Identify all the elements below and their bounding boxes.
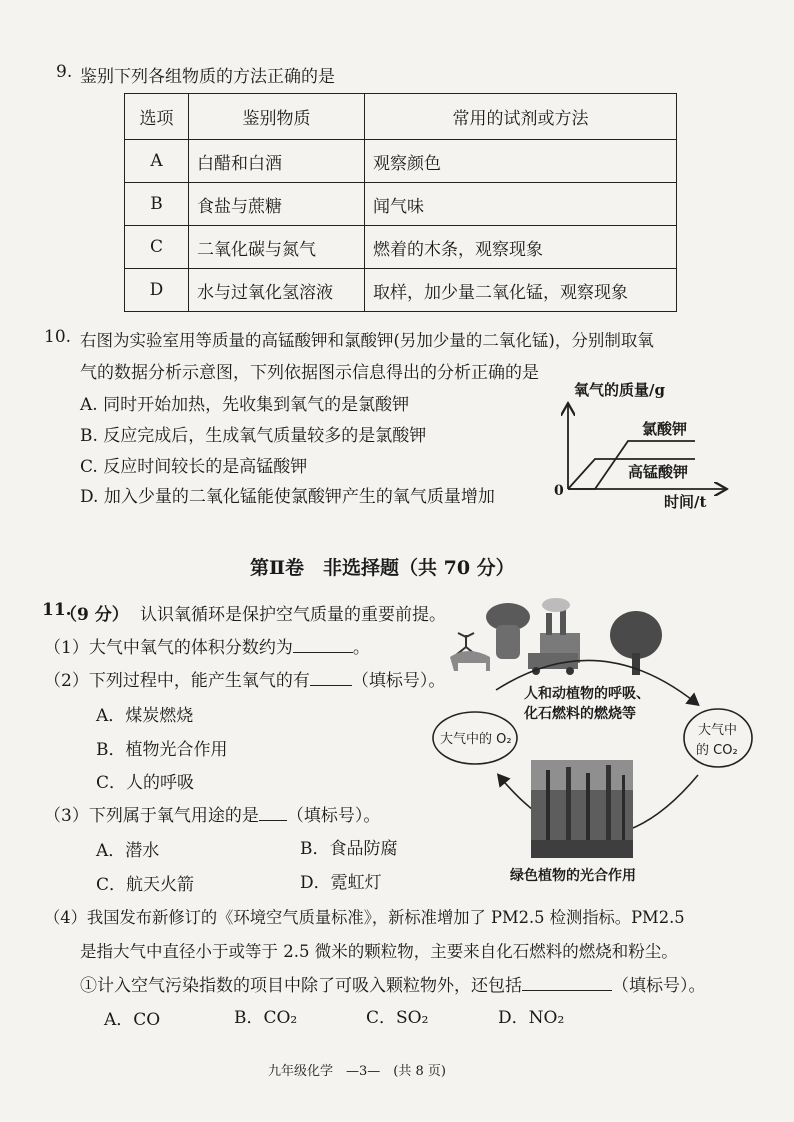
table-cell: 取样，加少量二氧化锰，观察现象	[365, 269, 677, 312]
q11-part3-blank[interactable]	[259, 807, 287, 821]
q11-part4-option-c: C．SO₂	[366, 1008, 429, 1028]
table-cell: D	[125, 269, 189, 312]
q11-part4-sub1-end: （填标号）。	[612, 976, 706, 996]
cycle-node-o2-label: 大气中的 O₂	[440, 732, 512, 747]
oxygen-cycle-diagram	[428, 595, 764, 890]
table-cell: 闻气味	[365, 183, 677, 226]
q11-part1-text: （1）大气中氧气的体积分数约为	[44, 638, 293, 658]
q11-part4-option-a: A．CO	[104, 1010, 161, 1030]
cycle-top-label-line1: 人和动植物的呼吸、	[524, 686, 650, 702]
q11-part4-line1: （4）我国发布新修订的《环境空气质量标准》，新标准增加了 PM2.5 检测指标。PM2.5	[44, 908, 685, 927]
q11-part1-end: 。	[352, 638, 370, 658]
cycle-top-label-line2: 化石燃料的燃烧等	[524, 706, 636, 722]
cycle-caption: 绿色植物的光合作用	[510, 868, 636, 884]
table-cell: 水与过氧化氢溶液	[189, 269, 365, 312]
cycle-node-co2-label-line1: 大气中	[698, 723, 738, 738]
q10-number: 10.	[44, 327, 72, 347]
oxygen-mass-graph	[550, 375, 750, 510]
graph-origin-label: 0	[554, 483, 564, 499]
q11-part4-line2: 是指大气中直径小于或等于 2.5 微米的颗粒物，主要来自化石燃料的燃烧和粉尘。	[80, 942, 678, 961]
q10-stem-line1: 右图为实验室用等质量的高锰酸钾和氯酸钾(另加少量的二氧化锰)，分别制取氧	[80, 331, 654, 350]
table-cell: B	[125, 183, 189, 226]
table-cell: 白醋和白酒	[189, 140, 365, 183]
table-header-substance: 鉴别物质	[189, 94, 365, 140]
q10-option-b: B. 反应完成后，生成氧气质量较多的是氯酸钾	[80, 426, 427, 446]
q11-part4-sub1	[80, 971, 706, 996]
q11-part3-option-a: A．潜水	[96, 841, 160, 861]
table-header-row	[125, 94, 677, 140]
q9-number: 9.	[56, 62, 73, 82]
q11-part2-option-c: C．人的呼吸	[96, 773, 195, 793]
q11-part4-option-b: B．CO₂	[234, 1008, 298, 1028]
table-header-option: 选项	[125, 94, 189, 140]
q9-stem: 鉴别下列各组物质的方法正确的是	[80, 67, 335, 87]
page-footer: 九年级化学 —3— (共 8 页)	[268, 1064, 446, 1079]
q11-part2-text: （2）下列过程中，能产生氧气的有	[44, 671, 310, 691]
q11-part4-option-d: D．NO₂	[498, 1008, 565, 1028]
q10-option-a: A. 同时开始加热，先收集到氧气的是氯酸钾	[80, 395, 410, 415]
q11-part3-option-c: C．航天火箭	[96, 875, 195, 895]
q10-option-c: C. 反应时间较长的是高锰酸钾	[80, 457, 308, 477]
q11-part1-blank[interactable]	[293, 639, 353, 653]
q11-part2	[44, 666, 445, 691]
q11-part2-option-a: A．煤炭燃烧	[96, 706, 194, 726]
table-cell: 二氧化碳与氮气	[189, 226, 365, 269]
q10-option-d: D. 加入少量的二氧化锰能使氯酸钾产生的氧气质量增加	[80, 487, 495, 507]
table-row	[125, 183, 677, 226]
q11-part3-option-d: D．霓虹灯	[300, 873, 382, 893]
q11-part2-end: （填标号）。	[351, 671, 446, 691]
q11-stem: 认识氧循环是保护空气质量的重要前提。	[140, 605, 446, 625]
q11-part4-sub1-blank[interactable]	[522, 977, 612, 991]
table-cell: 食盐与蔗糖	[189, 183, 365, 226]
q11-number: 11.	[42, 600, 72, 620]
graph-y-label: 氧气的质量/g	[574, 381, 665, 399]
table-row	[125, 140, 677, 183]
table-cell: A	[125, 140, 189, 183]
table-cell: C	[125, 226, 189, 269]
q11-part2-option-b: B．植物光合作用	[96, 740, 228, 760]
q11-points: （9 分）	[60, 605, 129, 625]
q11-part3-end: （填标号）。	[286, 806, 381, 826]
q11-part1	[44, 633, 370, 658]
table-cell: 观察颜色	[365, 140, 677, 183]
q11-part3	[44, 801, 380, 826]
node-atmospheric-co2	[684, 709, 752, 767]
cycle-node-co2-label-line2: 的 CO₂	[696, 743, 738, 758]
q11-part2-blank[interactable]	[310, 672, 352, 686]
table-cell: 燃着的木条，观察现象	[365, 226, 677, 269]
series-label-potassium-chlorate: 氯酸钾	[642, 420, 688, 438]
table-row	[125, 226, 677, 269]
q11-part3-option-b: B．食品防腐	[300, 839, 398, 859]
table-row	[125, 269, 677, 312]
forest-photo	[531, 760, 633, 858]
graph-x-label: 时间/t	[664, 493, 707, 511]
q10-stem-line2: 气的数据分析示意图，下列依据图示信息得出的分析正确的是	[80, 363, 539, 383]
q11-part3-text: （3）下列属于氧气用途的是	[44, 806, 259, 826]
q11-part4-sub1-text: ①计入空气污染指数的项目中除了可吸入颗粒物外，还包括	[80, 976, 522, 996]
series-label-potassium-permanganate: 高锰酸钾	[628, 463, 689, 481]
q9-table	[124, 93, 677, 312]
section-2-title: 第Ⅱ卷 非选择题（共 70 分）	[250, 557, 515, 579]
table-header-method: 常用的试剂或方法	[365, 94, 677, 140]
